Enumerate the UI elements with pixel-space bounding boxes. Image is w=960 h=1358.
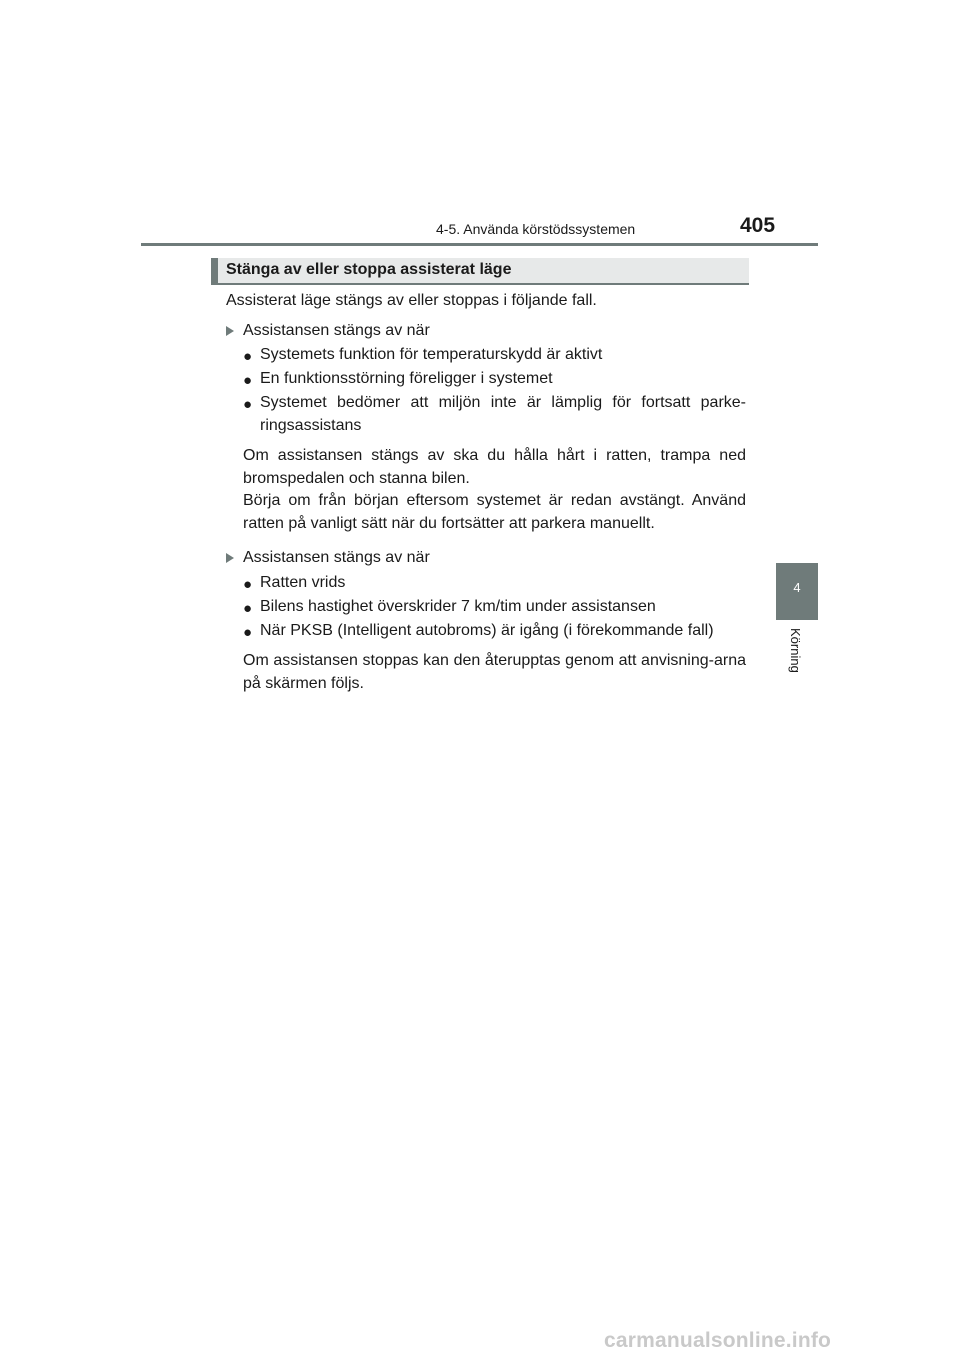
list-item [243, 368, 746, 391]
chapter-tab-number: 4 [793, 580, 801, 595]
triangle-right-icon [226, 326, 234, 336]
header-rule [141, 243, 818, 246]
list-item [243, 572, 746, 595]
condition-heading [226, 547, 746, 570]
section-title: Stänga av eller stoppa assisterat läge [226, 261, 512, 278]
filled-circle-icon: ● [243, 372, 253, 389]
list-item-text: Systemets funktion för temperaturskydd är aktivt [260, 346, 603, 363]
condition-heading-text: Assistansen stängs av när [243, 321, 430, 339]
section-heading [211, 258, 749, 285]
section-body [226, 290, 746, 695]
list-item-text: Systemet bedömer att miljön inte är lämplig för fortsatt parke-ringsassistans [260, 394, 746, 434]
list-item-text: Bilens hastighet överskrider 7 km/tim under assistansen [260, 597, 656, 615]
chapter-tab-label: Körning [788, 628, 803, 673]
filled-circle-icon: ● [243, 599, 253, 617]
header-section-title: 4-5. Använda körstödssystemen [436, 221, 636, 237]
page-number: 405 [740, 214, 776, 237]
list-item-text: Ratten vrids [260, 573, 346, 591]
filled-circle-icon: ● [243, 396, 253, 413]
group-note: Om assistansen stängs av ska du hålla hårt i ratten, trampa ned bromspedalen och stanna bilen. [243, 447, 746, 487]
section-intro: Assisterat läge stängs av eller stoppas i följande fall. [226, 292, 597, 309]
list-item [243, 596, 746, 619]
condition-group-1 [226, 320, 746, 536]
list-item-text: När PKSB (Intelligent autobroms) är igång (i förekommande fall) [260, 621, 714, 639]
condition-list [243, 572, 746, 643]
triangle-right-icon [226, 553, 234, 563]
condition-list [243, 344, 746, 437]
watermark: carmanualsonline.info [604, 1329, 832, 1352]
group-note: Börja om från början eftersom systemet är redan avstängt. Använd ratten på vanligt sätt när du fortsätter att parkera manuellt. [243, 492, 746, 532]
list-item-text: En funktionsstörning föreligger i systemet [260, 370, 553, 387]
condition-heading [226, 320, 746, 343]
condition-heading-text: Assistansen stängs av när [243, 549, 430, 566]
section-heading-bar [211, 258, 218, 285]
group-note: Om assistansen stoppas kan den återupptas genom att anvisning-arna på skärmen följs. [243, 652, 746, 692]
filled-circle-icon: ● [243, 348, 253, 365]
condition-group-2 [226, 547, 746, 695]
filled-circle-icon: ● [243, 623, 253, 641]
chapter-tab [776, 563, 818, 620]
list-item [243, 344, 746, 367]
filled-circle-icon: ● [243, 575, 253, 593]
list-item [243, 620, 746, 643]
list-item [243, 392, 746, 437]
